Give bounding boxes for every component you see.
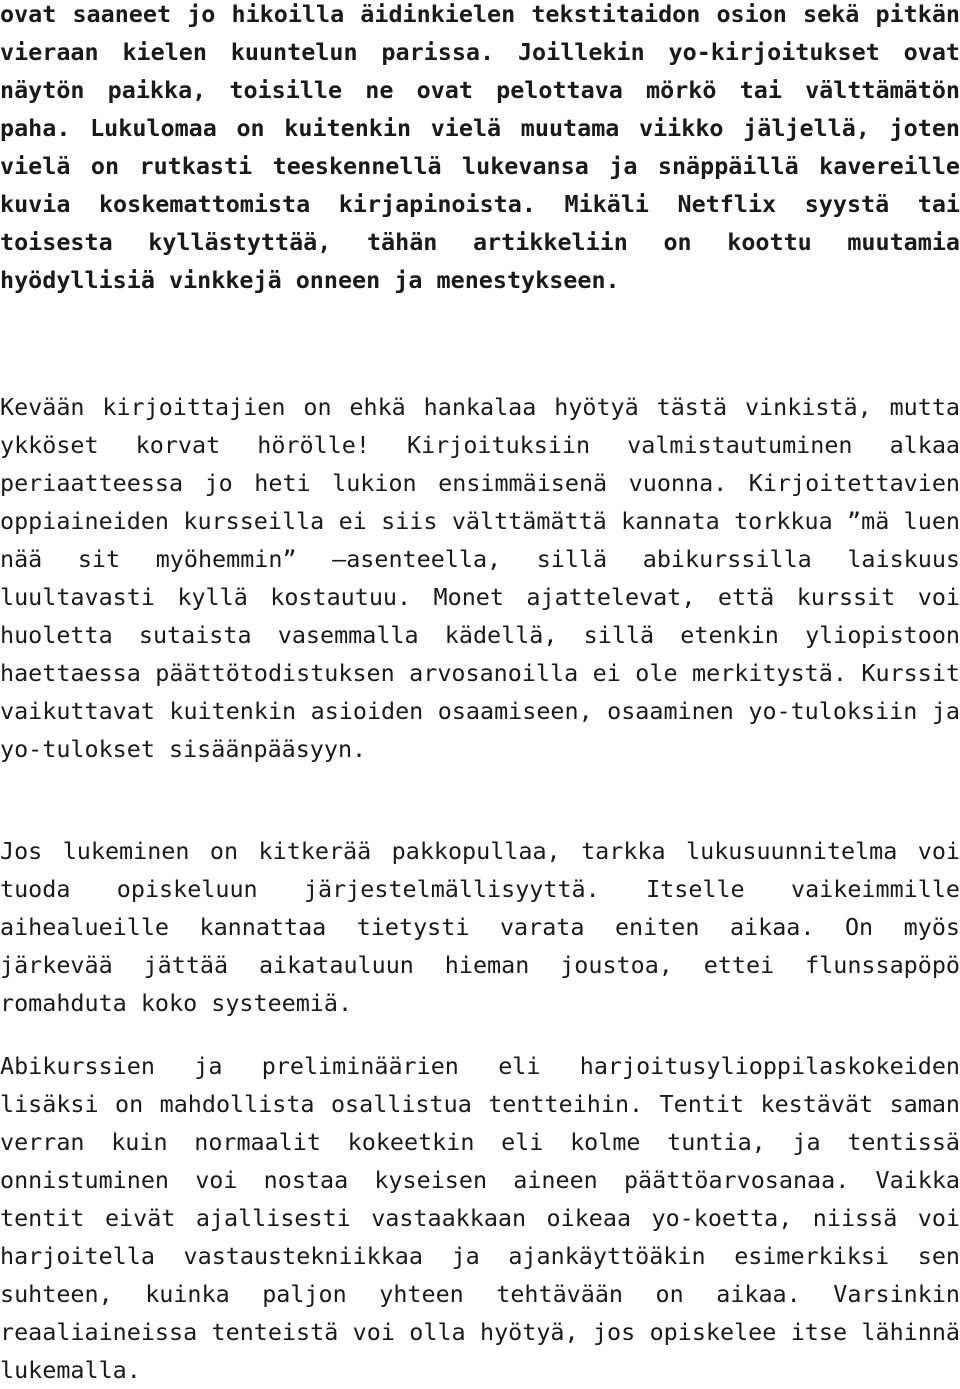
body-paragraph-3: Abikurssien ja preliminäärien eli harjoitusylioppilaskokeiden lisäksi on mahdollista osallistua tentteihin. Tentit kestävät saman verran kuin normaalit kokeetkin eli kolme tuntia, ja tentissä onnistuminen voi nostaa kyseisen aineen päättöarvosanaa. Vaikka tentit eivät ajallisesti vastaakkaan oikeaa yo-koetta, niissä voi harjoitella vastaustekniikkaa ja ajankäyttöäkin esimerkiksi sen suhteen, kuinka paljon yhteen tehtävään on aikaa. Varsinkin reaaliaineissa tenteistä voi olla hyötyä, jos opiskelee itse lähinnä lukemalla.: [0, 1052, 960, 1384]
lead-paragraph: ovat saaneet jo hikoilla äidinkielen tekstitaidon osion sekä pitkän vieraan kielen kuuntelun parissa. Joillekin yo-kirjoitukset ovat näytön paikka, toisille ne ovat pelottava mörkö tai välttämätön paha. Lukulomaa on kuitenkin vielä muutama viikko jäljellä, joten vielä on rutkasti teeskennellä lukevansa ja snäppäillä kavereille kuvia koskemattomista kirjapinoista. Mikäli Netflix syystä tai toisesta kyllästyttää, tähän artikkeliin on koottu muutamia hyödyllisiä vinkkejä onneen ja menestykseen.: [0, 0, 960, 294]
body-paragraph-1: Kevään kirjoittajien on ehkä hankalaa hyötyä tästä vinkistä, mutta ykköset korvat hörölle! Kirjoituksiin valmistautuminen alkaa periaatteessa jo heti lukion ensimmäisenä vuonna. Kirjoitettavien oppiaineiden kursseilla ei siis välttämättä kannata torkkua ”mä luen nää sit myöhemmin” –asenteella, sillä abikurssilla laiskuus luultavasti kyllä kostautuu. Monet ajattelevat, että kurssit voi huoletta sutaista vasemmalla kädellä, sillä etenkin yliopistoon haettaessa päättötodistuksen arvosanoilla ei ole merkitystä. Kurssit vaikuttavat kuitenkin asioiden osaamiseen, osaaminen yo-tuloksiin ja yo-tulokset sisäänpääsyyn.: [0, 393, 960, 763]
body-paragraph-2: Jos lukeminen on kitkerää pakkopullaa, tarkka lukusuunnitelma voi tuoda opiskeluun järjestelmällisyyttä. Itselle vaikeimmille aihealueille kannattaa tietysti varata eniten aikaa. On myös järkevää jättää aikatauluun hieman joustoa, ettei flunssapöpö romahduta koko systeemiä.: [0, 837, 960, 1017]
